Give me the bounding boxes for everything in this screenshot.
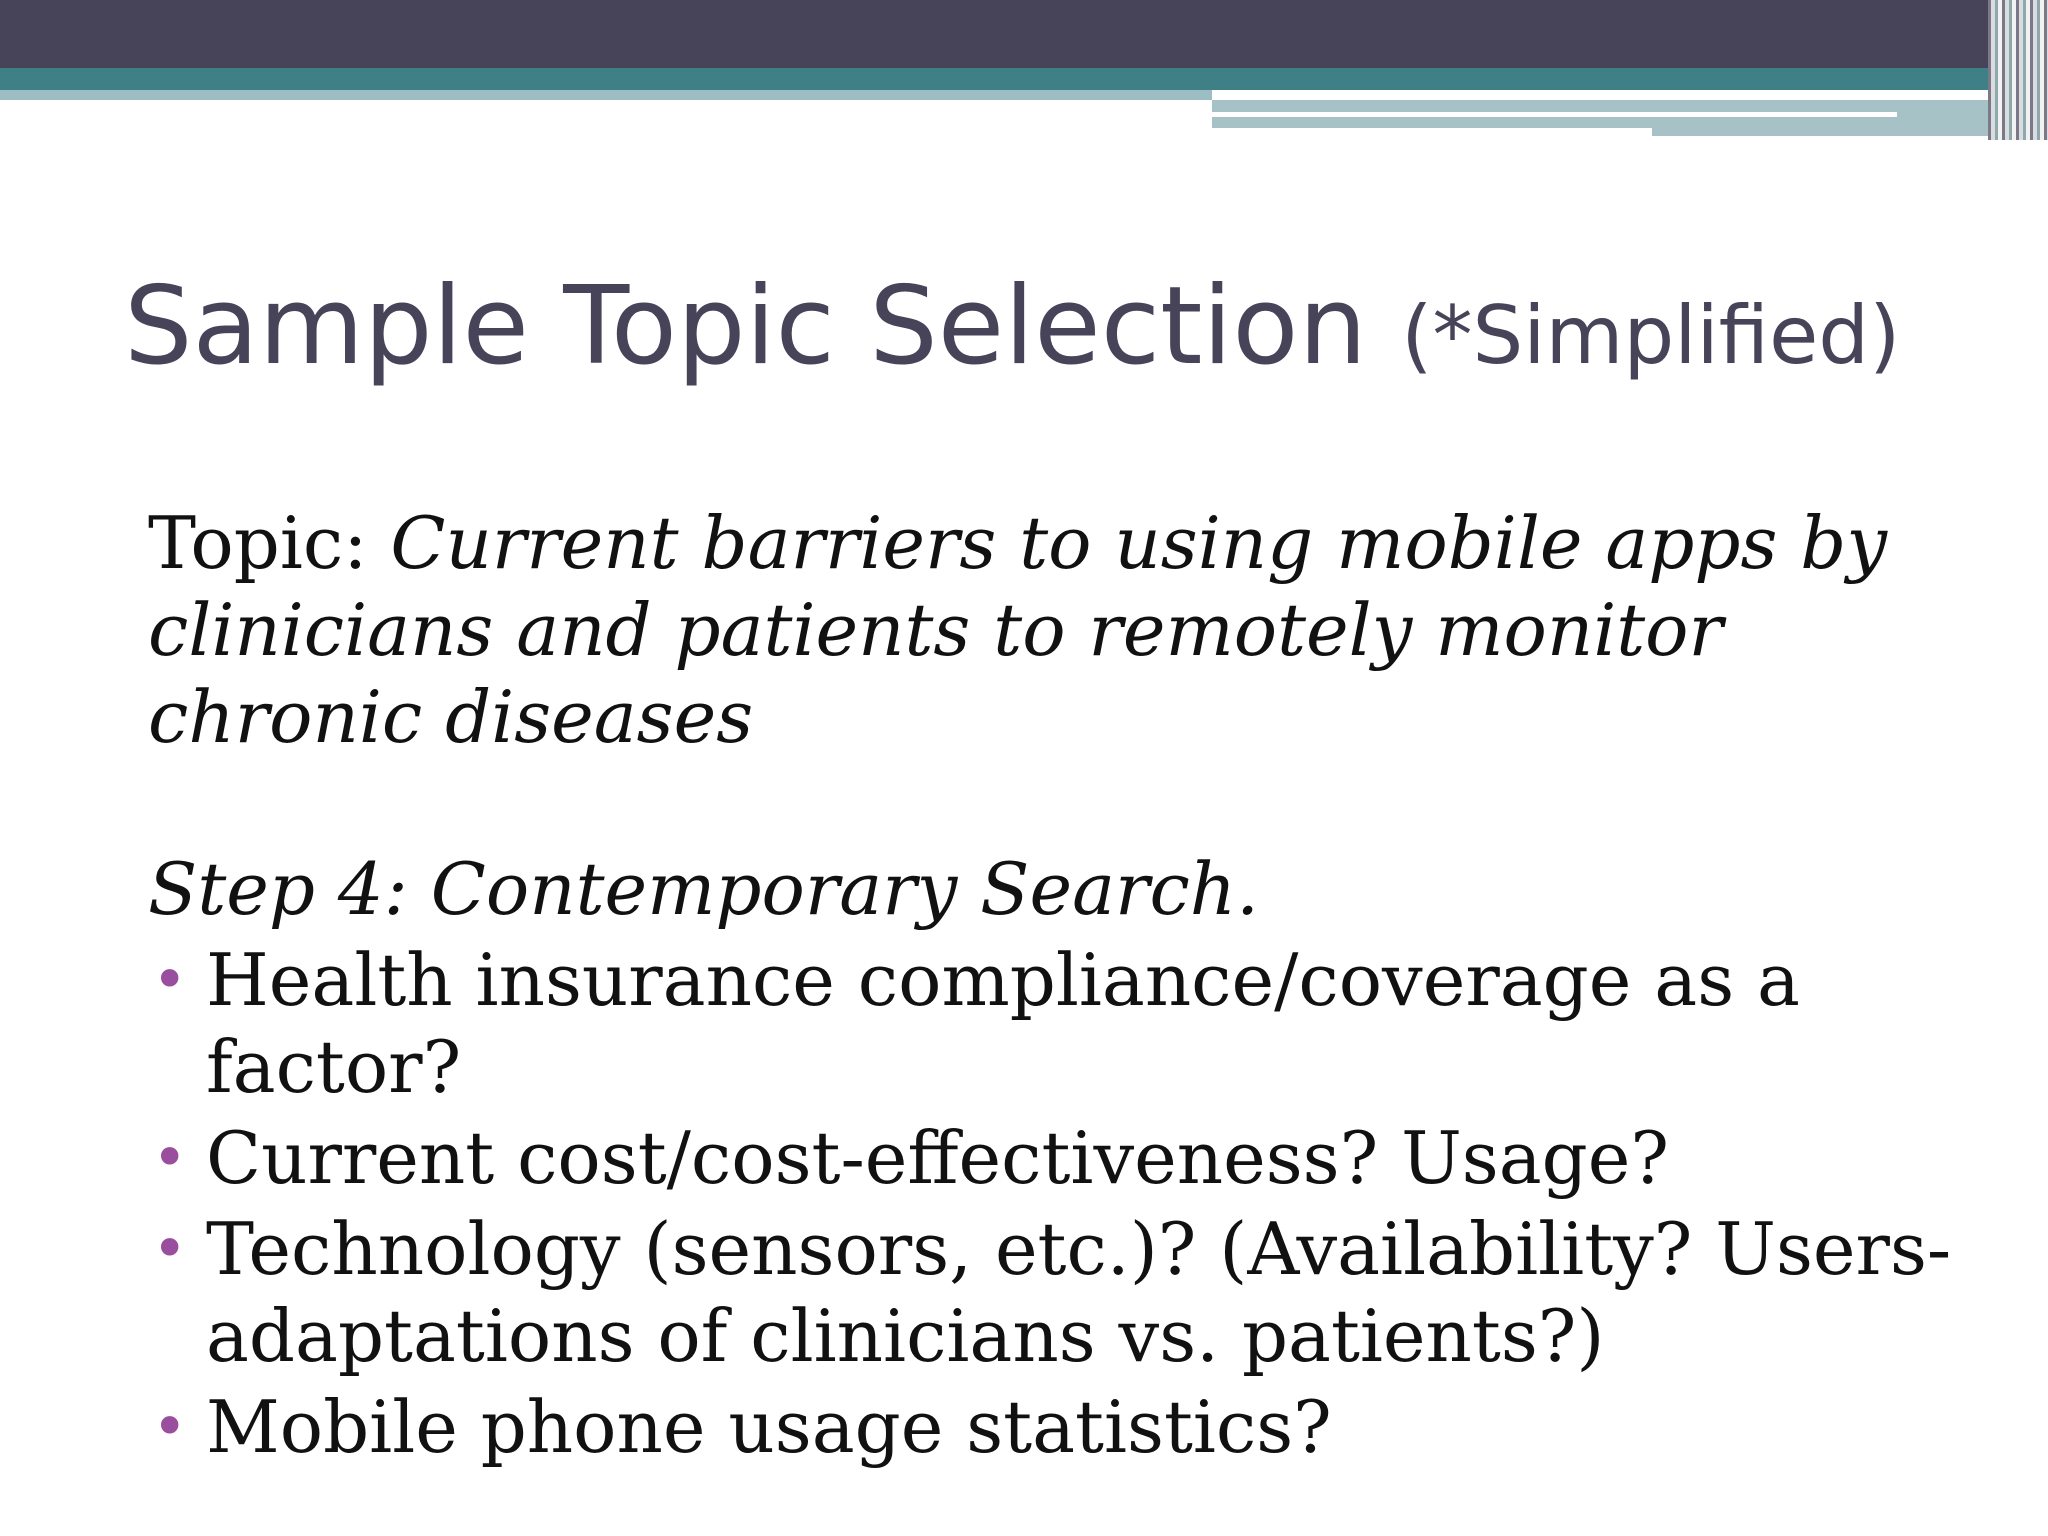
step-heading: Step 4: Contemporary Search. <box>148 847 1260 931</box>
bullet-text: Mobile phone usage statistics? <box>206 1385 1332 1469</box>
topic-text: Current barriers to using mobile apps by clinicians and patients to remotely monitor chronic diseases <box>148 501 1888 759</box>
bullet-item <box>148 1115 1968 1202</box>
slide-title <box>124 262 1900 401</box>
bullet-item <box>148 1384 1968 1471</box>
bullet-dot-icon: • <box>152 1123 188 1193</box>
slide-title-sub: (*Simplified) <box>1401 289 1901 382</box>
bullet-text: Technology (sensors, etc.)? (Availability? Users-adaptations of clinicians vs. patients?) <box>206 1207 1952 1378</box>
bullet-dot-icon: • <box>152 945 188 1015</box>
topic-paragraph <box>148 500 1968 761</box>
header-stripes-decoration <box>1988 0 2048 140</box>
bullet-text: Current cost/cost-effectiveness? Usage? <box>206 1116 1669 1200</box>
header-band-light-left <box>0 90 1212 100</box>
header-band-teal <box>0 68 2048 90</box>
header-band-white-line-lower <box>1212 128 1652 136</box>
bullet-dot-icon: • <box>152 1214 188 1284</box>
header-band-white-line <box>1212 112 1897 117</box>
header-band-dark <box>0 0 2048 68</box>
bullet-list <box>148 937 1968 1471</box>
slide-body <box>148 500 1968 1471</box>
bullet-dot-icon: • <box>152 1392 188 1462</box>
bullet-item <box>148 937 1968 1111</box>
topic-label: Topic: <box>148 501 391 585</box>
bullet-item <box>148 1206 1968 1380</box>
slide-title-main: Sample Topic Selection <box>124 264 1367 389</box>
bullet-text: Health insurance compliance/coverage as a factor? <box>206 938 1800 1109</box>
